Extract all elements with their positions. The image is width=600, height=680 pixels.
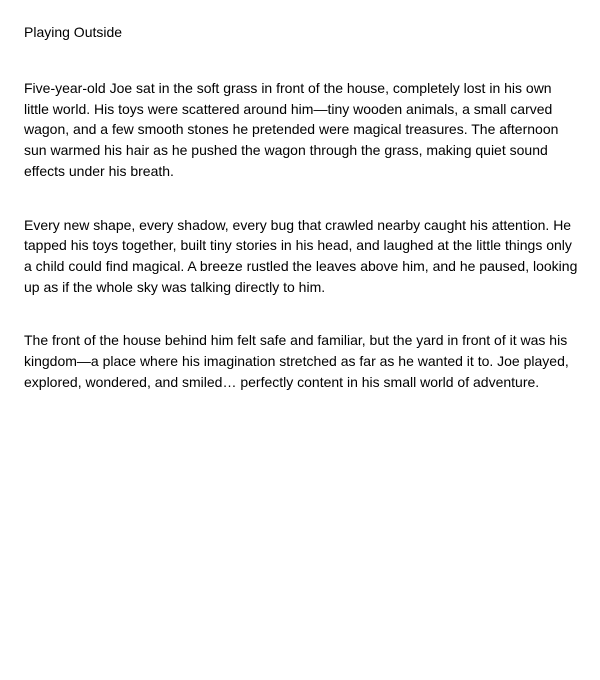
paragraph-3: The front of the house behind him felt safe and familiar, but the yard in front of it was his kingdom—a place where his imagination stretched as far as he wanted it to. Joe played, explored, wondered, and smiled… perfectly content in his small world of adventure.	[24, 332, 569, 390]
document-title: Playing Outside	[24, 24, 123, 40]
paragraph-2: Every new shape, every shadow, every bug that crawled nearby caught his attention. He tapped his toys together, built tiny stories in his head, and laughed at the little things only a child could find magical. A breeze rustled the leaves above him, and he paused, looking up as if the whole sky was talking directly to him.	[24, 216, 578, 295]
document-page	[24, 22, 580, 392]
paragraph-1: Five-year-old Joe sat in the soft grass in front of the house, completely lost in his own little world. His toys were scattered around him—tiny wooden animals, a small carved wagon, and a few smooth stones he pretended were magical treasures. The afternoon sun warmed his hair as he pushed the wagon through the grass, making quiet sound effects under his breath.	[24, 80, 559, 179]
